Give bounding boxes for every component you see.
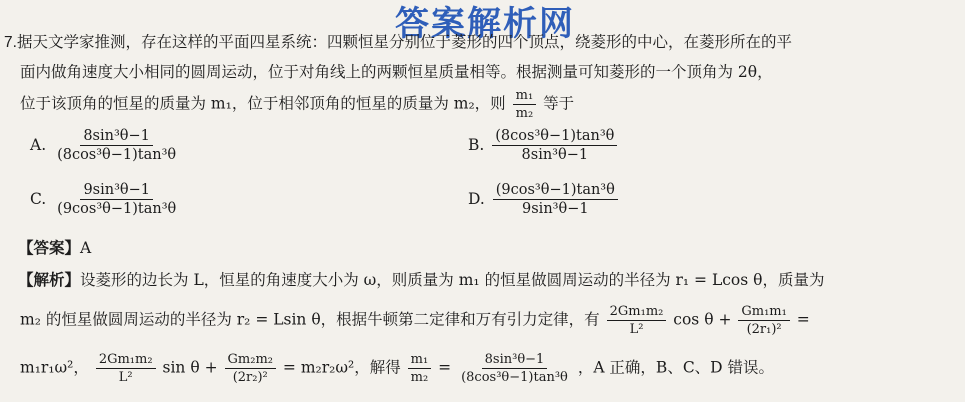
option-c bbox=[30, 182, 181, 217]
option-a-numerator: 8sin³θ−1 bbox=[80, 128, 153, 146]
analysis-fraction-5-num: m₁ bbox=[408, 352, 432, 369]
answer-line bbox=[18, 236, 91, 258]
option-a-fraction bbox=[54, 128, 179, 163]
option-d-fraction bbox=[493, 182, 618, 217]
analysis-text-1: 设菱形的边长为 L，恒星的角速度大小为 ω，则质量为 m₁ 的恒星做圆周运动的半径为 r₁ = Lcos θ，质量为 bbox=[80, 271, 825, 289]
analysis-fraction-1-den: L² bbox=[629, 322, 644, 337]
option-d-letter: D. bbox=[468, 189, 485, 208]
analysis-eq-3: = bbox=[438, 358, 452, 377]
analysis-fraction-3-num: 2Gm₁m₂ bbox=[96, 352, 156, 369]
answer-label: 【答案】 bbox=[18, 238, 81, 257]
option-b-numerator: (8cos³θ−1)tan³θ bbox=[492, 128, 617, 146]
analysis-mid-2: sin θ + bbox=[162, 358, 218, 377]
analysis-fraction-1 bbox=[607, 304, 667, 337]
option-b bbox=[468, 128, 619, 163]
analysis-fraction-2-den: (2r₁)² bbox=[746, 322, 782, 337]
option-c-fraction bbox=[54, 182, 179, 217]
analysis-fraction-4-den: (2r₂)² bbox=[232, 370, 268, 385]
option-c-numerator: 9sin³θ−1 bbox=[80, 182, 153, 200]
analysis-fraction-4 bbox=[225, 352, 276, 385]
analysis-fraction-5-den: m₂ bbox=[410, 370, 429, 385]
answer-value: A bbox=[80, 239, 92, 257]
watermark-logo: 答案解析网 bbox=[395, 4, 575, 44]
analysis-mid-1: cos θ + bbox=[673, 310, 732, 329]
analysis-line-3 bbox=[20, 352, 774, 385]
analysis-line-2 bbox=[20, 304, 810, 337]
analysis-tail: ，A 正确，B、C、D 错误。 bbox=[577, 358, 775, 377]
analysis-fraction-4-num: Gm₂m₂ bbox=[225, 352, 276, 369]
question-text-3b: 等于 bbox=[543, 94, 575, 113]
question-line-3 bbox=[20, 88, 574, 121]
option-b-denominator: 8sin³θ−1 bbox=[521, 147, 589, 163]
analysis-line-1 bbox=[18, 268, 824, 290]
question-line-1 bbox=[4, 30, 792, 52]
analysis-fraction-6-den: (8cos³θ−1)tan³θ bbox=[461, 370, 568, 385]
ratio-numerator: m₁ bbox=[513, 88, 537, 105]
analysis-fraction-3 bbox=[96, 352, 156, 385]
analysis-eq-2: = m₂r₂ω²，解得 bbox=[282, 358, 401, 377]
analysis-fraction-5 bbox=[408, 352, 432, 385]
analysis-fraction-6-num: 8sin³θ−1 bbox=[482, 352, 548, 369]
analysis-eq-1: = bbox=[796, 310, 810, 329]
option-a-letter: A. bbox=[30, 135, 47, 154]
question-text-3: 位于该顶角的恒星的质量为 m₁，位于相邻顶角的恒星的质量为 m₂，则 bbox=[20, 94, 506, 113]
question-number: 7. bbox=[4, 34, 17, 51]
question-line-2 bbox=[20, 60, 773, 82]
question-text-1: 据天文学家推测，存在这样的平面四星系统：四颗恒星分别位于菱形的四个顶点，绕菱形的中心，在菱形所在的平 bbox=[16, 33, 792, 51]
option-a bbox=[30, 128, 181, 163]
analysis-label: 【解析】 bbox=[18, 270, 81, 289]
option-c-letter: C. bbox=[30, 189, 47, 208]
analysis-fraction-1-num: 2Gm₁m₂ bbox=[607, 304, 667, 321]
option-b-fraction bbox=[492, 128, 617, 163]
option-d bbox=[468, 182, 620, 217]
option-d-numerator: (9cos³θ−1)tan³θ bbox=[493, 182, 618, 200]
ratio-fraction bbox=[513, 88, 537, 121]
analysis-fraction-6 bbox=[458, 352, 571, 385]
analysis-fraction-2 bbox=[738, 304, 789, 337]
analysis-text-3: m₁r₁ω²， bbox=[20, 358, 89, 377]
analysis-fraction-3-den: L² bbox=[118, 370, 133, 385]
option-b-letter: B. bbox=[468, 135, 485, 154]
ratio-denominator: m₂ bbox=[515, 106, 534, 121]
option-a-denominator: (8cos³θ−1)tan³θ bbox=[57, 147, 177, 163]
analysis-text-2: m₂ 的恒星做圆周运动的半径为 r₂ = Lsin θ，根据牛顿第二定律和万有引力定律，有 bbox=[20, 310, 600, 329]
option-c-denominator: (9cos³θ−1)tan³θ bbox=[57, 201, 177, 217]
question-text-2: 面内做角速度大小相同的圆周运动，位于对角线上的两颗恒星质量相等。根据测量可知菱形的一个顶角为 2θ， bbox=[20, 63, 773, 81]
option-d-denominator: 9sin³θ−1 bbox=[522, 201, 589, 217]
analysis-fraction-2-num: Gm₁m₁ bbox=[738, 304, 789, 321]
